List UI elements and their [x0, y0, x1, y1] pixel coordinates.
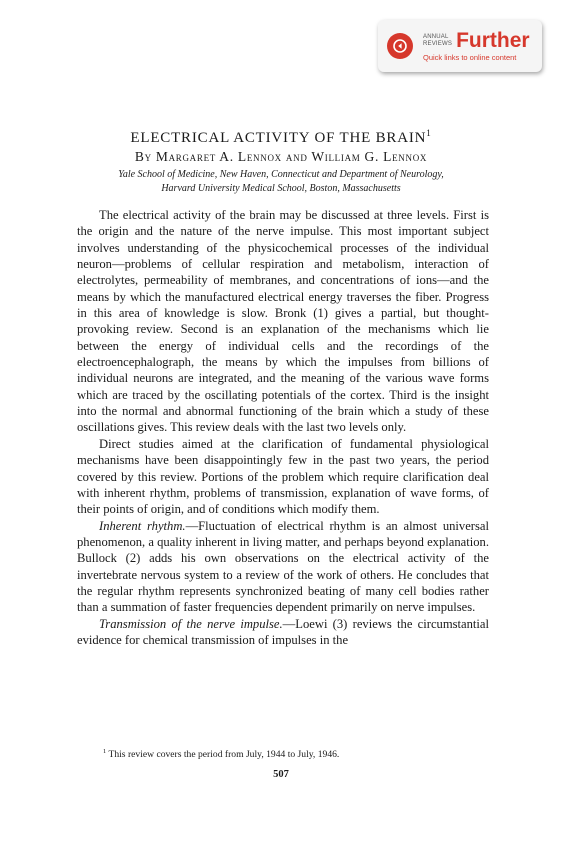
- badge-subtitle: Quick links to online content: [423, 53, 517, 62]
- article-body: [77, 207, 489, 648]
- annual-reviews-logo-text: [423, 34, 452, 48]
- page-number: 507: [273, 769, 289, 780]
- title-footnote-marker: 1: [426, 128, 432, 138]
- author-affiliation: [0, 168, 562, 195]
- article-authors: By Margaret A. Lennox and William G. Lennox: [134, 149, 428, 164]
- play-arrow-icon: [387, 33, 413, 59]
- badge-text: [423, 30, 530, 62]
- article-title: [0, 124, 562, 147]
- paragraph-3-text: —Fluctuation of electrical rhythm is an almost universal phenomenon, a quality inherent in living matter, and perhaps beyond explanation. Bullock (2) adds his own observations on the electrical activity of the invertebrate nervous system to a review of the work of others. He concludes that the regular rhythm represents synchronized beating of many cell bodies rather than a summation of faster frequencies dependent primarily on nerve impulses.: [77, 518, 489, 615]
- section-heading-transmission: Transmission of the nerve impulse.: [99, 616, 283, 631]
- badge-further-word: Further: [456, 29, 530, 52]
- footnote-marker: 1: [103, 748, 107, 755]
- section-heading-inherent-rhythm: Inherent rhythm.: [99, 518, 186, 533]
- paragraph-2: Direct studies aimed at the clarification of fundamental physiological mechanisms have been disappointingly few in the past two years, the period covered by this review. Portions of the problem which require clarification deal with inherent rhythm, problems of transmission, explanation of wave forms, of their points of origin, and of conditions which modify them.: [77, 436, 489, 517]
- badge-line1: ANNUAL: [423, 34, 449, 40]
- affiliation-line-1: Yale School of Medicine, New Haven, Connecticut and Department of Neurology,: [118, 169, 444, 180]
- paragraph-1: The electrical activity of the brain may be discussed at three levels. First is the origin and the nature of the nerve impulse. This most important subject involves understanding of the physicochemical processes of the individual neuron—problems of cellular respiration and metabolism, interaction of electrolytes, permeability of membranes, and concentrations of ions—and the means by which the manufactured electrical energy traverses the fiber. Progress in this area of knowledge is slow. Bronk (1) gives a partial, but thought-provoking review. Second is an explanation of the mechanisms which lie between the energy of individual cells and the recordings of the electroencephalograph, the means by which the impulses from billions of individual neurons are integrated, and the meaning of the various wave forms which are traced by the oscillating potentials of the cortex. Third is the insight into the normal and abnormal functioning of the brain which a study of these oscillations gives. This review deals with the last two levels only.: [77, 208, 489, 435]
- badge-line2: REVIEWS: [423, 41, 453, 47]
- affiliation-line-2: Harvard University Medical School, Boston, Massachusetts: [161, 182, 401, 194]
- paragraph-4-text: —Loewi (3) reviews the circumstantial evidence for chemical transmission of impulses in the: [77, 616, 490, 647]
- paragraph-3: [77, 518, 489, 616]
- footnote-text: This review covers the period from July, 1944 to July, 1946.: [108, 749, 340, 761]
- title-text: ELECTRICAL ACTIVITY OF THE BRAIN: [130, 130, 427, 146]
- further-badge-link[interactable]: [378, 20, 542, 72]
- paragraph-4: [77, 616, 489, 649]
- footnote: [103, 746, 339, 761]
